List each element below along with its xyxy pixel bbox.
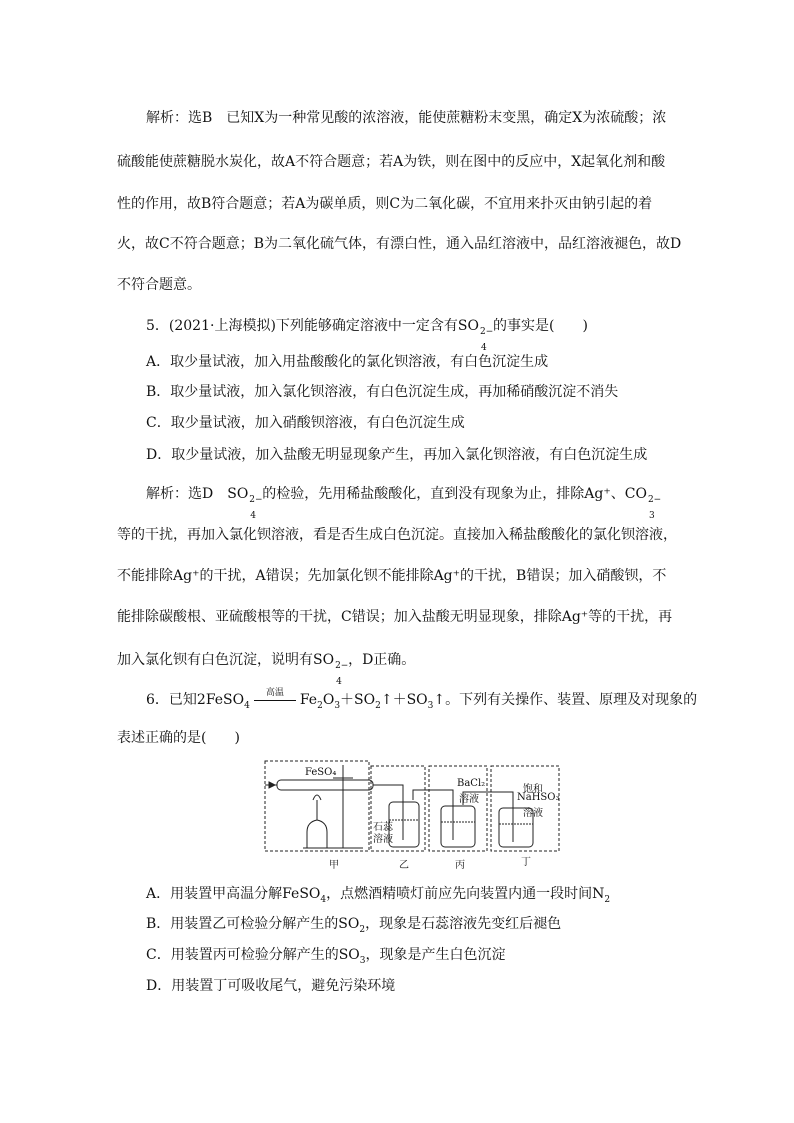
analysis-4-line-3: 性的作用，故B符合题意；若A为碳单质，则C为二氧化碳，不宜用来扑灭由钠引起的着 bbox=[117, 196, 653, 212]
label-yi: 乙 bbox=[399, 860, 409, 871]
apparatus-drawing bbox=[263, 760, 563, 880]
analysis-4-line-5: 不符合题意。 bbox=[117, 277, 201, 293]
analysis-5-line-2: 等的干扰，再加入氯化钡溶液，看是否生成白色沉淀。直接加入稀盐酸酸化的氯化钡溶液， bbox=[117, 527, 677, 543]
question-5-option-b: B．取少量试液，加入氯化钡溶液，有白色沉淀生成，再加稀硝酸沉淀不消失 bbox=[146, 384, 619, 400]
nahso3-label-3: 溶液 bbox=[523, 808, 543, 819]
analysis-5-line-1: 解析：选D SO 2− 4 的检验，先用稀盐酸酸化，直到没有现象为止，排除Ag⁺、CO 2− 3 bbox=[146, 486, 662, 521]
analysis-5-line-4: 能排除碳酸根、亚硫酸根等的干扰，C错误；加入盐酸无明显现象，排除Ag⁺等的干扰，再 bbox=[117, 609, 673, 625]
question-6-option-d: D．用装置丁可吸收尾气，避免污染环境 bbox=[146, 978, 396, 994]
question-5-option-c: C．取少量试液，加入硝酸钡溶液，有白色沉淀生成 bbox=[146, 415, 465, 431]
label-ding: 丁 bbox=[521, 857, 531, 868]
q5-stem-part-b: 的事实是( ) bbox=[492, 318, 588, 334]
litmus-label-2: 溶液 bbox=[373, 834, 393, 845]
question-6-option-b: B．用装置乙可检验分解产生的$SO_2$，现象是石蕊溶液先变红后褪色 bbox=[146, 916, 562, 935]
question-6-stem: 6．已知2FeSO$_4$ 高温 $Fe_2O_3+SO_2↑+SO_3↑$。下列有关操作、装置、原理及对现象的 bbox=[146, 688, 698, 711]
question-5-option-d: D．取少量试液，加入盐酸无明显现象产生，再加入氯化钡溶液，有白色沉淀生成 bbox=[146, 447, 648, 463]
question-6-option-a: A．用装置甲高温分解FeSO$_4$，点燃酒精喷灯前应先向装置内通一段时间$N_2$ bbox=[146, 886, 611, 905]
analysis-5-line-5: 加入氯化钡有白色沉淀，说明有SO 2− 4 ，D正确。 bbox=[117, 652, 416, 687]
apparatus-diagram bbox=[263, 760, 563, 880]
question-6-option-c: C．用装置丙可检验分解产生的$SO_3$，现象是产生白色沉淀 bbox=[146, 947, 506, 966]
bacl2-label-2: 溶液 bbox=[459, 794, 479, 805]
analysis-4-line-2: 硫酸能使蔗糖脱水炭化，故A不符合题意；若A为铁，则在图中的反应中，X起氧化剂和酸 bbox=[117, 154, 666, 170]
litmus-label-1: 石蕊 bbox=[373, 822, 393, 833]
label-bing: 丙 bbox=[455, 860, 465, 871]
analysis-5-line-3: 不能排除Ag⁺的干扰，A错误；先加氯化钡不能排除Ag⁺的干扰，B错误；加入硝酸钡，不 bbox=[117, 568, 667, 584]
bacl2-label-1: BaCl₂ bbox=[457, 778, 486, 789]
analysis-4-line-4: 火，故C不符合题意；B为二氧化硫气体，有漂白性，通入品红溶液中，品红溶液褪色，故D bbox=[117, 236, 682, 252]
q5-stem-part-a: 5．(2021·上海模拟)下列能够确定溶液中一定含有SO bbox=[146, 318, 479, 334]
analysis-4-line-1: 解析：选B 已知X为一种常见酸的浓溶液，能使蔗糖粉末变黑，确定X为浓硫酸；浓 bbox=[146, 110, 667, 126]
label-jia: 甲 bbox=[329, 860, 339, 871]
question-5-stem: 5．(2021·上海模拟)下列能够确定溶液中一定含有SO 2− 4 的事实是( ) bbox=[146, 318, 588, 353]
question-6-stem-line-2: 表述正确的是( ) bbox=[117, 730, 240, 746]
question-5-option-a: A．取少量试液，加入用盐酸酸化的氯化钡溶液，有白色沉淀生成 bbox=[146, 354, 549, 370]
nahso3-label-2: NaHSO₃ bbox=[517, 792, 560, 803]
feso4-label: FeSO₄ bbox=[305, 767, 337, 778]
nahso3-label-1: 饱和 bbox=[523, 784, 543, 795]
reaction-condition-arrow: 高温 bbox=[254, 693, 296, 707]
